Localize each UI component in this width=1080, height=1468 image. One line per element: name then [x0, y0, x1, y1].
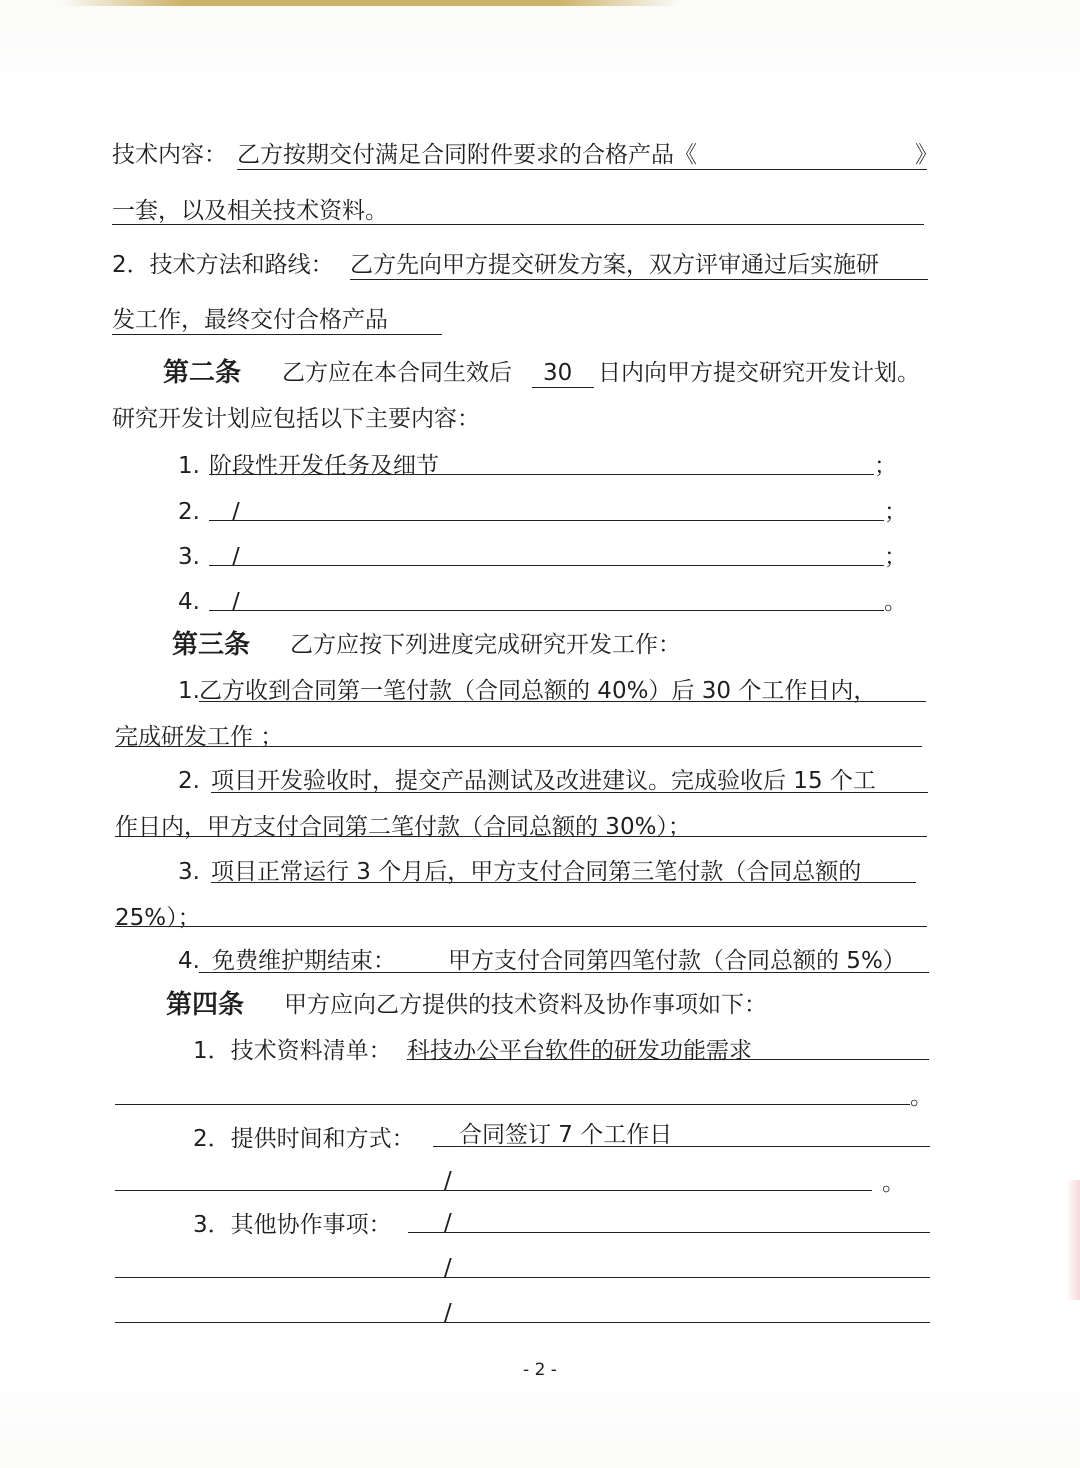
underline [209, 610, 884, 611]
plan-item-3-end: ； [884, 544, 907, 570]
tech-method-label: 2．技术方法和路线： [112, 252, 334, 278]
underline [112, 224, 924, 225]
progress-item-3-number: 3. [178, 859, 200, 885]
underline [115, 746, 922, 747]
underline [115, 836, 927, 837]
scan-edge-shadow [60, 0, 680, 6]
underline [115, 1277, 930, 1278]
tech-content-close-bracket: 》 [915, 142, 938, 168]
article-2-text-a: 乙方应在本合同生效后 [282, 360, 512, 386]
tech-method-continued: 发工作，最终交付合格产品 [112, 307, 388, 333]
underline [407, 1059, 929, 1060]
underline [199, 972, 929, 973]
provide-time-end: 。 [882, 1170, 905, 1196]
other-items-slash-3: / [444, 1300, 452, 1326]
progress-item-4-number: 4. [178, 948, 200, 974]
underline [209, 520, 884, 521]
underline [199, 701, 926, 702]
plan-item-4-number: 4. [178, 589, 200, 615]
tech-method-text: 乙方先向甲方提交研发方案，双方评审通过后实施研 [350, 252, 879, 278]
underline [112, 334, 442, 335]
progress-item-1-text: 乙方收到合同第一笔付款（合同总额的 40%）后 30 个工作日内， [199, 678, 877, 704]
plan-item-2-end: ； [884, 499, 907, 525]
underline [211, 882, 916, 883]
progress-item-3-text: 项目正常运行 3 个月后，甲方支付合同第三笔付款（合同总额的 [211, 859, 862, 885]
plan-item-4-end: 。 [884, 589, 907, 615]
plan-item-3-number: 3. [178, 544, 200, 570]
underline [209, 474, 874, 475]
progress-item-4-text-b: 甲方支付合同第四笔付款（合同总额的 5%） [448, 948, 906, 974]
underline [408, 1232, 930, 1233]
other-items-slash-2: / [444, 1255, 452, 1281]
article-3-text: 乙方应按下列进度完成研究开发工作： [290, 632, 681, 658]
article-2-heading: 第二条 [163, 358, 242, 388]
materials-list-end: 。 [910, 1084, 933, 1110]
underline [209, 565, 884, 566]
article-3-heading: 第三条 [172, 630, 251, 660]
progress-item-4-text-a: 免费维护期结束： [212, 948, 396, 974]
provide-time-text: 合同签订 7 个工作日 [459, 1122, 673, 1148]
underline [115, 1322, 930, 1323]
article-4-text: 甲方应向乙方提供的技术资料及协作事项如下： [284, 992, 767, 1018]
materials-list-label: 1．技术资料清单： [193, 1038, 392, 1064]
underline [237, 169, 927, 170]
materials-list-text: 科技办公平台软件的研发功能需求 [407, 1038, 752, 1064]
tech-content-continued: 一套，以及相关技术资料。 [112, 198, 388, 224]
scan-side-shadow [1066, 1180, 1080, 1300]
underline [115, 1104, 910, 1105]
other-items-slash-1: / [444, 1210, 452, 1236]
plan-item-3-text: / [232, 544, 240, 570]
plan-item-4-text: / [232, 589, 240, 615]
underline [350, 279, 928, 280]
underline [532, 387, 594, 388]
article-4-heading: 第四条 [166, 990, 245, 1020]
article-2-line-2: 研究开发计划应包括以下主要内容： [112, 406, 480, 432]
progress-item-2-continued: 作日内，甲方支付合同第二笔付款（合同总额的 30%）； [115, 814, 691, 840]
underline [211, 792, 928, 793]
plan-item-1-end: ； [874, 453, 897, 479]
plan-item-1-number: 1. [178, 453, 200, 479]
progress-item-2-text: 项目开发验收时，提交产品测试及改进建议。完成验收后 15 个工 [211, 768, 876, 794]
plan-item-2-number: 2. [178, 499, 200, 525]
other-items-label: 3．其他协作事项： [193, 1212, 392, 1238]
progress-item-2-number: 2. [178, 768, 200, 794]
article-2-text-b: 日内向甲方提交研究开发计划。 [598, 360, 920, 386]
progress-item-3-continued: 25%）； [115, 905, 201, 931]
provide-time-slash: / [444, 1168, 452, 1194]
plan-item-1-text: 阶段性开发任务及细节 [209, 453, 439, 479]
underline [115, 926, 927, 927]
tech-content-text: 乙方按期交付满足合同附件要求的合格产品《 [237, 142, 697, 168]
plan-item-2-text: / [232, 499, 240, 525]
underline [115, 1190, 872, 1191]
article-2-days: 30 [543, 360, 573, 386]
progress-item-1-continued: 完成研发工作 ； [115, 724, 284, 750]
progress-item-1-number: 1. [178, 678, 200, 704]
underline [433, 1146, 930, 1147]
page-number: - 2 - [523, 1360, 557, 1380]
tech-content-label: 技术内容： [112, 142, 227, 168]
provide-time-label: 2．提供时间和方式： [193, 1126, 415, 1152]
